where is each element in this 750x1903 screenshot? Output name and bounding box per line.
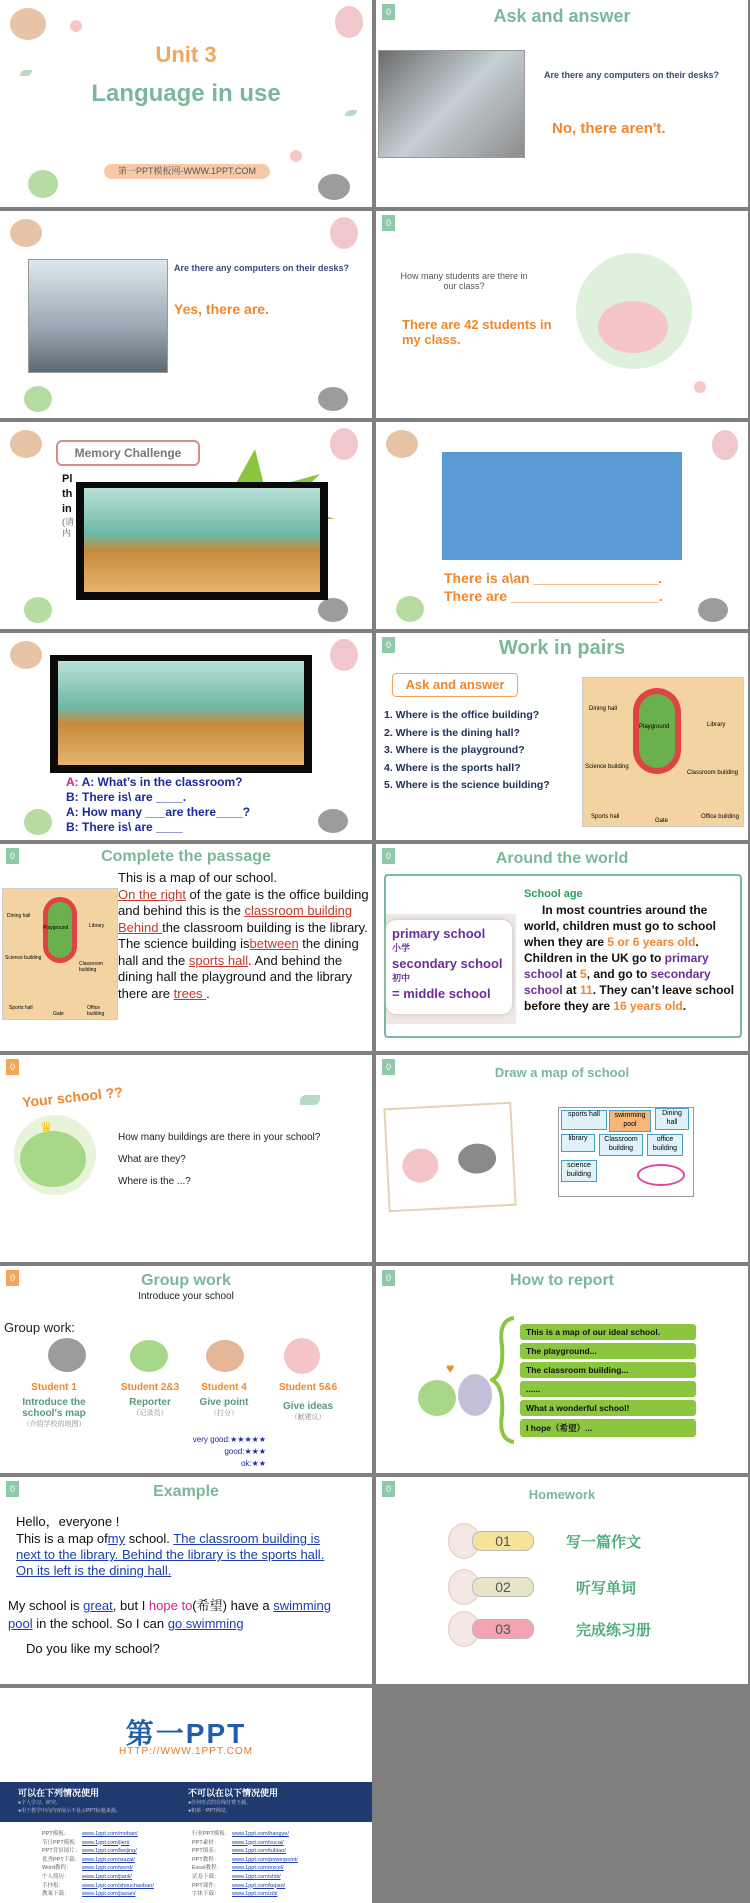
example-blank: great [83,1598,113,1613]
map-label: Office building [701,814,739,820]
example-segment: This is a map of [16,1531,108,1546]
answer-blank: classroom building [244,903,353,918]
forbidden-title: 不可以在以下情况使用 [188,1788,279,1798]
example-paragraph [16,1531,326,1579]
role-cn: （献建议） [290,1414,326,1421]
highlight-phrase: hope to [148,1598,193,1613]
leaf-decor [300,1095,320,1105]
link-url[interactable]: www.1ppt.com/moban/ [82,1831,138,1837]
hidden-line: in [62,503,72,515]
example-blank: go swimming [167,1616,244,1631]
ask-answer-label: Ask and answer [392,673,518,697]
crown-icon: ♛ [40,1119,53,1135]
classroom-photo [378,50,525,158]
question-list [384,707,550,795]
passage-text [118,870,370,1002]
link-url[interactable]: www.1ppt.com/kejian/ [232,1882,286,1889]
role-card [268,1382,348,1422]
link-row [192,1882,298,1891]
link-row [192,1890,298,1899]
hidden-line: Pl [62,473,73,485]
highlight-age: 5 [580,967,587,981]
example-blank: swimming pool [8,1598,332,1631]
paragraph-segment: , and go to [586,967,651,981]
link-row [192,1873,298,1882]
rabbit-icon [402,1148,440,1184]
cat-icon [698,598,728,622]
answer-blank: sports hall [188,952,249,968]
question-text: How many students are there in our class? [400,271,528,291]
link-url[interactable]: www.1ppt.com/shouchaobao/ [82,1882,154,1889]
link-list-right [192,1830,298,1899]
link-label: 字体下载： [192,1891,220,1898]
slide-15-example[interactable] [0,1477,372,1684]
slide-12-draw-map[interactable] [376,1055,748,1262]
link-label: PPT教程： [192,1856,220,1863]
allowed-title: 可以在下列情况使用 [18,1788,100,1798]
paragraph-segment: at [562,967,581,981]
role-label: Reporter [129,1397,171,1408]
link-label: Word教程： [42,1865,72,1872]
dialogue-line: B: There is\ are ____ [66,820,183,834]
student-label: Student 1 [31,1382,77,1393]
bear-icon [10,8,46,40]
dialogue-line: A: How many ___are there____? [66,805,251,819]
memory-challenge-label: Memory Challenge [56,440,200,466]
flower-decor [70,20,82,32]
card-line: = middle school [392,986,491,1001]
slide-title: How to report [510,1272,614,1289]
slide-title: Around the world [495,850,629,867]
frog-icon [418,1380,456,1416]
frog-icon [24,597,52,623]
slide-title: Complete the passage [101,848,271,865]
brace-shape [490,1316,518,1444]
notebook-image [383,1102,516,1213]
heart-icon: ♥ [446,1360,455,1376]
role-label: Introduce the school's map [22,1397,86,1419]
link-url[interactable]: www.1ppt.com/sucai/ [232,1839,284,1846]
link-label: 教案下载： [42,1891,70,1898]
link-row [42,1873,154,1882]
link-url[interactable]: www.1ppt.com/word/ [82,1865,133,1872]
report-item: ...... [520,1381,696,1397]
paragraph-segment: . [682,999,687,1013]
paragraph-text [524,902,740,1014]
role-label: Give ideas [282,1401,334,1412]
link-row [42,1882,154,1891]
report-item: The classroom building... [520,1362,696,1378]
question-list [118,1127,320,1193]
slide-tag: 0 [6,1270,19,1286]
link-label: 个人简历： [42,1873,70,1880]
card-line: 小学 [392,943,411,953]
bear-icon [10,219,42,247]
frog-icon [24,809,52,835]
slide-7-whats-in-classroom[interactable] [0,633,372,840]
school-type-card [386,920,512,1014]
rabbit-icon [598,301,668,353]
hidden-line: 内 [62,528,72,538]
passage-segment: the classroom building is the library. The science building is [118,919,368,951]
frog-icon [130,1340,168,1372]
allowed-text: ●用于教学中向内容展示不显示PPT标题来源。 [18,1808,121,1814]
cat-icon [318,174,350,200]
map-label: Dining hall [589,706,618,712]
question-item: How many buildings are there in your school? [118,1132,321,1143]
example-blank: The classroom building is next to the library. Behind the library is the sports hall. On its left is the dining hall. [16,1531,325,1578]
slide-11-your-school[interactable] [0,1055,372,1262]
example-segment: My school is [8,1598,84,1613]
map-label: library [561,1134,595,1152]
allowed-text: ●个人学习、研究。 [18,1800,62,1806]
student-label: Student 2&3 [120,1382,180,1393]
link-url[interactable]: www.1ppt.com/powerpoint/ [232,1856,298,1863]
slide-title: Example [153,1483,219,1500]
slide-tag: 0 [6,1059,19,1075]
map-label: Dining hall [655,1108,689,1130]
link-label: 节日PPT模板： [42,1839,81,1846]
card-line: primary school [392,926,486,941]
student-label: Student 5&6 [278,1382,338,1393]
role-label: Give point [199,1397,249,1408]
student-label: Student 4 [201,1382,247,1393]
paragraph-segment: In most countries around the world, children must go to school when they are [524,903,717,949]
slide-5-memory-challenge[interactable] [0,422,372,629]
passage-segment: . [206,985,210,1001]
question-text: Are there any computers on their desks? [174,263,350,273]
dialogue-line: A: A: What’s in the classroom? [66,775,243,789]
brand-url: HTTP://WWW.1PPT.COM [119,1746,253,1757]
slide-17-promo[interactable] [0,1688,372,1903]
slide-title: Homework [528,1487,596,1502]
rabbit-icon [330,217,358,249]
map-label: Classroom building [599,1134,643,1156]
school-map [2,888,118,1020]
group-work-heading: Group work: [4,1320,75,1335]
link-label: PPT模板： [42,1831,70,1837]
question-item: 2. Where is the dining hall? [384,726,520,739]
link-url[interactable]: www.1ppt.com/xiazai/ [82,1856,135,1863]
link-label: 优秀PPT下载： [42,1856,81,1863]
map-label: Classroom building [687,770,739,776]
image-placeholder [442,452,682,560]
map-label: swimming pool [609,1110,651,1132]
passage-segment: This is a map of our school. [118,870,277,885]
map-label: sports hall [561,1110,607,1130]
link-row [42,1839,154,1848]
map-label: Science building [5,955,42,961]
role-card [12,1382,96,1429]
report-item: I hope（希望）... [520,1419,696,1437]
rabbit-icon [335,6,363,38]
question-text: Are there any computers on their desks? [544,70,720,80]
rabbit-icon [712,430,738,460]
oval-shape [637,1164,685,1186]
link-url[interactable]: www.1ppt.com/tubiao/ [232,1848,286,1855]
score-list [186,1434,266,1470]
role-cn: （记录员） [132,1410,168,1417]
map-label: Playground [43,925,69,931]
example-segment: in the school. So I can [32,1616,168,1631]
card-line: 初中 [392,973,411,983]
flower-decor [290,150,302,162]
forbidden-text: ●和第一PPT网站。 [188,1808,231,1814]
map-label: Library [707,722,726,728]
homework-text: 写一篇作文 [566,1534,642,1551]
slide-tag: 0 [382,1059,395,1075]
map-label: office building [647,1134,683,1156]
example-segment: school. [125,1531,174,1546]
answer-blank: between [249,936,299,951]
school-map [582,677,744,827]
leaf-decor [20,70,32,76]
link-row [42,1890,154,1899]
slide-1-title[interactable] [0,0,372,207]
slide-13-group-work[interactable] [0,1266,372,1473]
role-card [110,1382,190,1418]
paragraph-segment: . Children in the UK go to [524,935,699,965]
answer-blank: On the right [118,886,186,902]
map-label: Library [89,923,105,929]
link-label: PPT课件： [192,1882,220,1889]
passage-segment: of the gate is the office building and behind this is the [118,886,369,918]
link-row [192,1847,298,1856]
slide-tag: 0 [382,4,395,20]
flower-decor [694,381,706,393]
slide-10-around-the-world[interactable] [376,844,748,1051]
link-row [42,1856,154,1865]
question-item: Where is the ...? [118,1176,191,1187]
slide-tag: 0 [382,215,395,231]
example-segment: , but I [112,1598,149,1613]
sentence-line: There are ___________________. [444,588,663,604]
answer-text: There are 42 students in my class. [402,317,552,347]
report-item: This is a map of our ideal school. [520,1324,696,1340]
example-blank: my [107,1531,126,1546]
highlight-age: 11 [580,983,593,997]
slide-title: Draw a map of school [494,1065,630,1080]
report-list [520,1324,696,1440]
link-url[interactable]: www.1ppt.com/jianli/ [82,1873,132,1880]
role-cn: （介绍学校的地图） [22,1421,86,1428]
slide-title: Ask and answer [493,6,631,26]
map-label: Sports hall [591,814,620,820]
empty-gray-area [376,1688,750,1903]
slide-14-how-to-report[interactable] [376,1266,748,1473]
link-row [42,1830,154,1839]
answer-blank: Behind [118,919,163,935]
highlight-age: 16 years old [613,999,683,1013]
link-row [42,1864,154,1873]
answer-text: Yes, there are. [174,301,269,317]
dialogue-line: B: There is\ are ____. [66,790,187,804]
link-label: 试卷下载： [192,1873,220,1880]
brand-logo: 第一PPT [125,1718,247,1749]
link-label: PPT背景图片： [42,1848,81,1855]
map-label: Classroom building [79,961,103,973]
slide-9-complete-passage[interactable] [0,844,372,1051]
greeting-line: Hello，everyone ! [16,1514,120,1529]
slide-subtitle: Introduce your school [138,1291,234,1302]
slide-2-ask-answer[interactable] [376,0,748,207]
question-item: What are they? [118,1154,186,1165]
rabbit-icon [330,639,358,671]
link-row [192,1856,298,1865]
unit-title: Unit 3 [155,42,217,67]
role-card [186,1382,262,1418]
leaf-decor [345,110,357,116]
answer-text: No, there aren't. [552,120,666,137]
slide-title: Your school ?? [21,1083,124,1111]
link-url[interactable]: www.1ppt.com/beijing/ [82,1848,137,1855]
computer-lab-photo [28,259,168,373]
link-url[interactable]: www.1ppt.com/shiti/ [232,1873,281,1880]
homework-number: 02 [472,1577,534,1597]
frog-icon [20,1131,86,1187]
bear-icon [10,641,42,669]
link-row [42,1847,154,1856]
question-item: 1. Where is the office building? [384,709,540,721]
link-row [192,1830,298,1839]
question-item: 3. Where is the playground? [384,744,525,756]
cat-icon [318,387,348,411]
bear-icon [386,430,418,458]
bear-icon [10,430,42,458]
link-url[interactable]: www.1ppt.com/jieri/ [82,1839,130,1846]
slide-tag: 0 [6,848,19,864]
frog-icon [24,386,52,412]
slide-tag: 0 [382,848,395,864]
frog-icon [28,170,58,198]
example-paragraph [8,1597,342,1633]
map-label: Science building [585,764,629,770]
classroom-scene-image [76,482,328,600]
map-label: Dining hall [7,913,31,919]
link-row [192,1864,298,1873]
slide-tag: 0 [6,1481,19,1497]
cat-icon [318,598,348,622]
slide-title: Group work [141,1272,231,1289]
slide-4-how-many[interactable] [376,211,748,418]
cat-icon [457,1143,497,1175]
paragraph-segment: . They can’t leave school before they are [524,983,735,1013]
frog-icon [396,596,424,622]
homework-number: 03 [472,1619,534,1639]
sentence-line: There is a\an ________________. [444,570,662,586]
dialogue-text: A: What’s in the classroom? [81,775,243,789]
closing-line: Do you like my school? [26,1641,160,1656]
highlight-age: 5 or 6 years old [607,935,696,949]
map-label: science building [561,1160,597,1182]
map-label: Gate [655,818,669,824]
question-item: 4. Where is the sports hall? [384,761,521,774]
link-url[interactable]: www.1ppt.com/excel/ [232,1865,284,1872]
role-cn: （打分） [210,1410,238,1417]
link-url[interactable]: www.1ppt.com/hangye/ [232,1831,289,1837]
report-item: What a wonderful school! [520,1400,696,1416]
score-item: very good:★★★★★ [192,1435,266,1444]
hidden-line: (请 [62,517,74,527]
classroom-scene-image [50,655,312,773]
homework-text: 完成练习册 [576,1622,652,1639]
slide-16-homework[interactable] [376,1477,748,1684]
map-label: Playground [639,724,670,730]
slide-tag: 0 [382,1270,395,1286]
example-segment: (希望) have a [192,1598,274,1613]
score-item: good:★★★ [224,1447,266,1456]
site-badge: 第一PPT模板网-WWW.1PPT.COM [104,164,270,179]
forbidden-text: ●任何形式的在线付费下载。 [188,1800,252,1806]
paragraph-segment: at [562,983,581,997]
slide-tag: 0 [382,1481,395,1497]
link-label: 行业PPT模板： [192,1831,231,1837]
lesson-title: Language in use [91,80,281,107]
link-row [192,1839,298,1848]
passage-segment: the dining hall and the [118,936,359,968]
rabbit-icon [458,1374,492,1416]
highlight-school: secondary school [524,967,711,997]
score-item: ok:★★ [240,1459,266,1468]
hidden-line: th [62,488,73,500]
homework-text: 听写单词 [576,1580,637,1597]
slide-8-work-in-pairs[interactable] [376,633,748,840]
info-banner [0,1782,372,1822]
link-label: 手抄报： [42,1882,65,1889]
map-label: Sports hall [9,1005,33,1011]
link-label: PPT素材： [192,1839,220,1846]
report-item: The playground... [520,1343,696,1359]
passage-segment: . And behind the dining hall the playground and the library there are [118,952,353,1001]
cat-icon [48,1338,86,1372]
homework-number: 01 [472,1531,534,1551]
card-line: secondary school [392,956,503,971]
map-label: Gate [53,1011,64,1017]
map-label: Office building [87,1005,105,1017]
link-label: Excel教程： [192,1865,222,1872]
answer-blank: trees [173,985,207,1001]
link-url[interactable]: www.1ppt.com/ziti/ [232,1891,278,1898]
question-item: 5. Where is the science building? [384,779,550,791]
rabbit-icon [284,1338,320,1374]
subtitle: School age [524,888,583,900]
slide-3-ask-answer[interactable] [0,211,372,418]
link-url[interactable]: www.1ppt.com/jiaoan/ [82,1891,136,1898]
link-label: PPT图表： [192,1848,220,1855]
cat-icon [318,809,348,833]
link-list-left [42,1830,154,1899]
slide-tag: 0 [382,637,395,653]
bear-icon [206,1340,244,1372]
school-map-drawing [558,1107,694,1197]
highlight-school: primary school [524,951,709,981]
slide-6-there-is[interactable] [376,422,748,629]
slide-title: Work in pairs [498,637,626,659]
